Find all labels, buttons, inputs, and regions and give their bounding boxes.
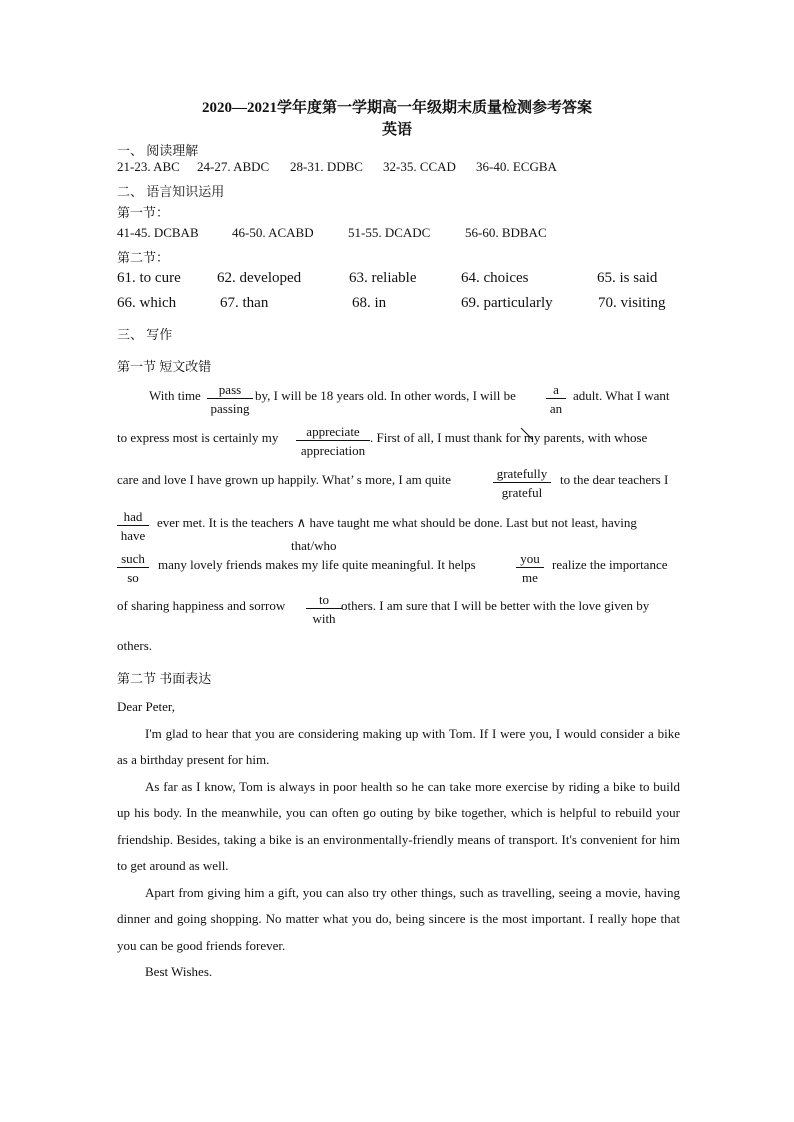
answer-item: 46-50. ACABD [232,225,314,240]
correction-new: to [306,593,342,609]
correction-old: an [549,401,563,416]
answer-item: 65. is said [597,270,658,286]
subsection-heading: 第二节： [117,250,170,265]
passage-text: . First of all, I must thank for my parents, with whose [370,430,648,445]
subsection-heading: 第二节 书面表达 [117,671,212,686]
passage-text: With time [149,388,201,403]
letter-paragraph: As far as I know, Tom is always in poor health so he can take more exercise by riding a bike to build up his body. In the meanwhile, you can often go outing by bike together, which is helpful to rebuild your friendship. Besides, taking a bike is an environmentally-friendly means of transport. It's convenient for him to get around as well. [117,778,680,873]
answer-item: 32-35. CCAD [383,159,456,174]
page-title: 2020—2021学年度第一学期高一年级期末质量检测参考答案 [201,100,592,116]
subsection-heading: 第一节 短文改错 [117,359,212,374]
answer-item: 63. reliable [349,270,417,286]
passage-text: care and love I have grown up happily. What’ s more, I am quite [117,472,452,487]
passage-text: many lovely friends makes my life quite meaningful. It helps [158,557,476,572]
answer-item: 36-40. ECGBA [476,159,557,174]
correction-mark [516,552,544,584]
answer-item: 56-60. BDBAC [465,225,547,240]
correction-new: such [117,552,149,568]
answer-item: 66. which [117,295,177,311]
correction-mark [493,467,551,499]
correction-new: gratefully [493,467,551,483]
letter-closing: Best Wishes. [145,964,213,979]
answer-item: 61. to cure [117,270,181,286]
letter-paragraph: Apart from giving him a gift, you can also try other things, such as travelling, seeing a movie, having dinner and going shopping. No matter what you do, being sincere is the most important. I really hope that you can be good friends forever. [117,884,680,953]
correction-old: me [522,570,538,585]
passage-text: realize the importance [552,557,668,572]
passage-text: others. [117,638,153,653]
answer-item: 70. visiting [598,295,666,311]
correction-old: passing [210,401,250,416]
correction-new: a [546,383,566,399]
correction-mark [207,383,253,415]
section-heading-writing: 三、 写作 [117,327,173,342]
answer-item: 28-31. DDBC [290,159,363,174]
answer-item: 67. than [220,295,269,311]
passage-text: to the dear teachers I [560,472,669,487]
correction-new: you [516,552,544,568]
answer-item: 62. developed [217,270,302,286]
correction-old: have [120,528,146,543]
answer-item: 64. choices [461,270,529,286]
correction-mark [306,593,342,625]
page-subtitle: 英语 [381,122,412,138]
subsection-heading: 第一节： [117,205,170,220]
passage-text: adult. What I want [573,388,670,403]
section-heading-language: 二、 语言知识运用 [117,184,225,199]
correction-mark [117,510,149,542]
answer-item: 21-23. ABC [117,159,180,174]
section-heading-reading: 一、 阅读理解 [117,143,199,158]
correction-new: pass [207,383,253,399]
correction-old: so [127,570,139,585]
deletion-mark-icon [519,426,535,442]
passage-text: to express most is certainly my [117,430,279,445]
passage-text: by, I will be 18 years old. In other words, I will be [255,388,516,403]
passage-text: others. I am sure that I will be better with the love given by [341,598,650,613]
correction-mark [117,552,149,584]
answer-item: 41-45. DCBAB [117,225,199,240]
passage-text: ever met. It is the teachers ∧ have taught me what should be done. Last but not least, having [157,515,637,530]
letter-body [117,694,680,986]
answer-item: 69. particularly [461,295,553,311]
correction-old: appreciation [300,443,366,458]
passage-text: of sharing happiness and sorrow [117,598,286,613]
correction-new: had [117,510,149,526]
answer-item: 68. in [352,295,387,311]
correction-mark [296,425,370,457]
answer-item: 51-55. DCADC [348,225,431,240]
letter-salutation: Dear Peter, [117,699,175,714]
answer-item: 24-27. ABDC [197,159,270,174]
letter-paragraph: I'm glad to hear that you are considering making up with Tom. If I were you, I would consider a bike as a birthday present for him. [117,725,680,767]
correction-mark [546,383,566,415]
correction-new: appreciate [296,425,370,441]
correction-old: grateful [501,485,543,500]
insertion-word: that/who [291,538,337,553]
correction-old: with [312,611,336,626]
